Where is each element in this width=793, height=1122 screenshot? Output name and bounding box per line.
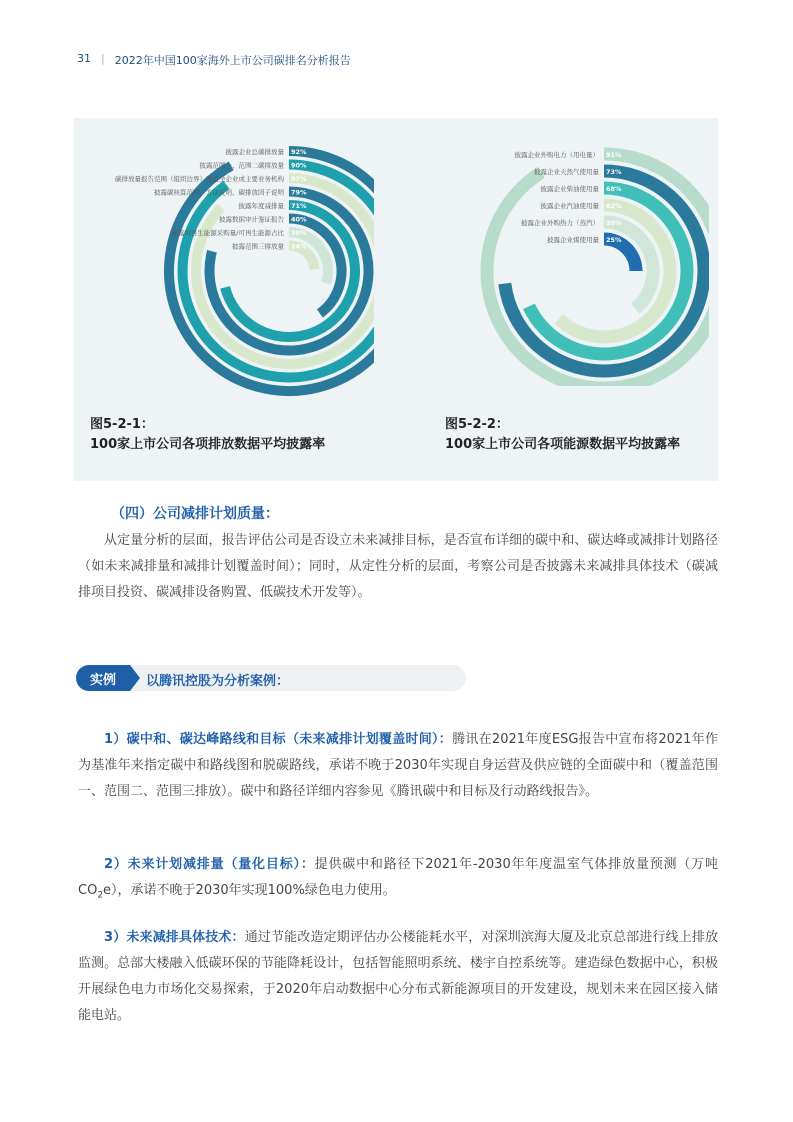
value-label-4: 79% [291,188,307,197]
case-p2-subscript: 2 [97,890,104,901]
energy-radial-chart [439,136,709,386]
value-label-5: 71% [291,202,307,210]
value-label-2: 90% [291,161,307,170]
value-label-1: 92% [291,148,307,156]
case-tag: 实例 [76,665,130,691]
category-label-6: 披露数据审计鉴证报告 [219,215,284,224]
value-label-3: 68% [606,185,622,193]
category-label-4: 披露企业汽油使用量 [540,202,599,210]
category-label-5: 披露年度减排量 [238,202,284,210]
header-divider: | [101,52,105,65]
value-label-6: 25% [606,236,622,244]
category-label-4: 披露碳核算范围、方法说明、碳排放因子说明 [154,188,284,197]
value-label-5: 39% [606,219,622,227]
category-label-1: 披露企业外购电力（用电量） [514,151,599,159]
value-label-4: 62% [606,202,622,210]
case-p2-lead: 2）未来计划减排量（量化目标）： [104,857,315,872]
case-p1-lead: 1）碳中和、碳达峰路线和目标（未来减排计划覆盖时间）： [104,732,453,747]
chart-arc-3 [529,188,687,354]
category-label-7: 披露可再生能源采购量/可再生能源占比 [171,229,284,237]
emissions-radial-chart [84,136,374,401]
category-label-5: 披露企业外购热力（蒸汽） [521,219,599,227]
case-p3-lead: 3）未来减排具体技术： [104,930,245,945]
category-label-6: 披露企业煤使用量 [547,236,599,244]
figure-2-caption [445,415,680,455]
section-paragraph: 从定量分析的层面，报告评估公司是否设立未来减排目标，是否宣布详细的碳中和、碳达峰或减排计划路径（如未来减排量和减排计划覆盖时间）；同时，从定性分析的层面，考察公司是否披露未来减排具体技术（碳减排项目投资、碳减排设备购置、低碳技术开发等）。 [78,533,718,600]
value-label-8: 24% [291,242,307,251]
value-label-6: 40% [291,215,307,224]
case-paragraph-1 [78,727,718,805]
case-p3-text: 通过节能改造定期评估办公楼能耗水平，对深圳滨海大厦及北京总部进行线上排放监测。总部大楼融入低碳环保的节能降耗设计，包括智能照明系统、楼宇自控系统等。建造绿色数据中心，积极开展绿色电力市场化交易探索，于2020年启动数据中心分布式新能源项目的开发建设，规划未来在园区接入储能电站。 [78,930,718,1023]
case-paragraph-2 [78,852,718,909]
figure-1-title: 100家上市公司各项排放数据平均披露率 [90,437,326,452]
report-title: 2022年中国100家海外上市公司碳排名分析报告 [114,54,351,67]
figure-2-title: 100家上市公司各项能源数据平均披露率 [445,437,681,452]
value-label-1: 91% [606,151,622,159]
case-p1-text: 腾讯在2021年度ESG报告中宣布将2021年作为基准年来指定碳中和路线图和脱碳路线，承诺不晚于2030年实现自身运营及供应链的全面碳中和（覆盖范围一、范围二、范围三排放）。碳中和路径详细内容参见《腾讯碳中和目标及行动路线报告》。 [78,732,718,799]
case-title: 以腾讯控股为分析案例： [146,674,290,689]
figure-2-number: 图5-2-2： [445,417,509,432]
chart-arc-5 [225,205,355,337]
figure-panel [74,118,718,481]
case-p2-text-a: 提供碳中和路径下2021年-2030年年度温室气体排放量预测（万吨CO [78,857,718,898]
value-label-3: 87% [291,175,307,183]
category-label-1: 披露企业总碳排放量 [225,148,284,156]
figure-1-number: 图5-2-1： [90,417,154,432]
category-label-2: 披露企业天然气使用量 [534,168,599,176]
page-header [77,52,351,68]
page-number: 31 [77,52,91,65]
value-label-2: 73% [606,168,622,176]
section-title: （四）公司减排计划质量： [111,506,279,522]
case-paragraph-3 [78,925,718,1029]
category-label-3: 碳排放量报告范围（组织边界）覆盖全企业或主要业务机构 [115,175,284,183]
value-label-7: 30% [291,229,307,237]
category-label-8: 披露范围三排放量 [232,242,284,251]
case-p2-text-b: e），承诺不晚于2030年实现100%绿色电力使用。 [103,883,396,898]
category-label-3: 披露企业柴油使用量 [540,185,599,193]
category-label-2: 披露范围一、范围二碳排放量 [199,161,284,170]
figure-1-caption [90,415,325,455]
